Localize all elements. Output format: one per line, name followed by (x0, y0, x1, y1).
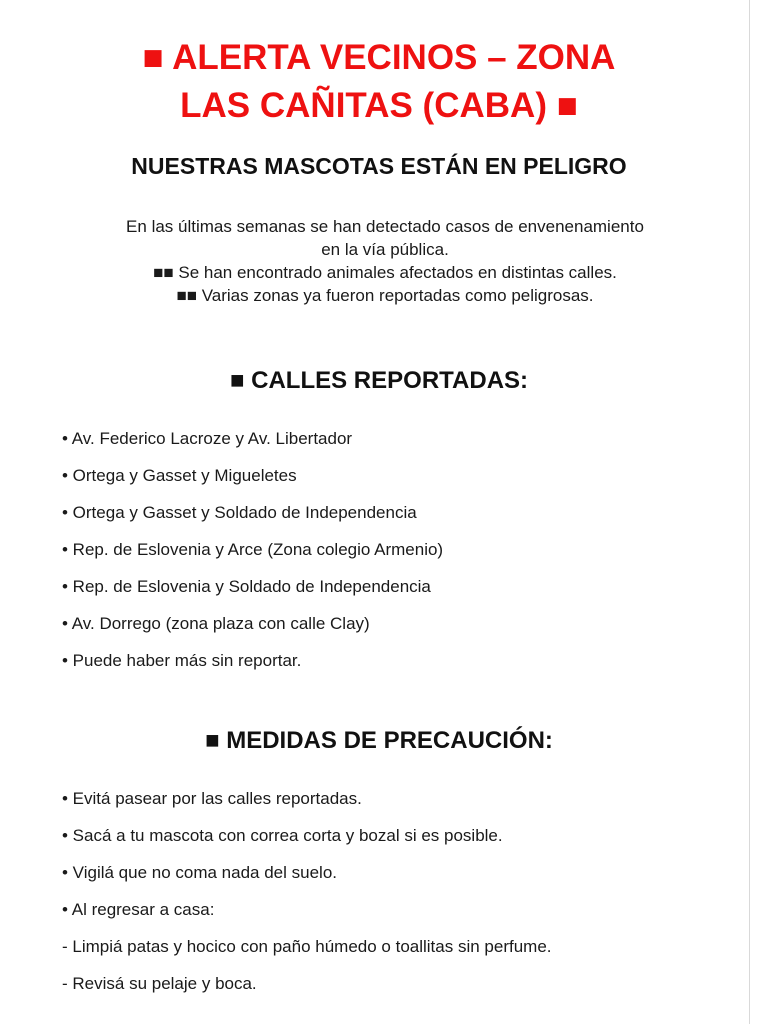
intro-paragraph (40, 215, 730, 307)
alert-title-line-2: LAS CAÑITAS (CABA) ■ (180, 86, 578, 125)
alert-title-line-1: ■ ALERTA VECINOS – ZONA (142, 38, 616, 77)
street-item: • Av. Federico Lacroze y Av. Libertador (62, 429, 353, 448)
street-item: • Ortega y Gasset y Soldado de Independencia (62, 503, 417, 522)
precaution-item: • Evitá pasear por las calles reportadas. (62, 789, 362, 808)
intro-line-2: en la vía pública. (321, 240, 449, 259)
street-item: • Ortega y Gasset y Migueletes (62, 466, 297, 485)
street-item: • Av. Dorrego (zona plaza con calle Clay) (62, 614, 370, 633)
intro-line-3: ■■ Se han encontrado animales afectados en distintas calles. (153, 263, 617, 282)
intro-line-1: En las últimas semanas se han detectado casos de envenenamiento (126, 217, 644, 236)
alert-title (0, 34, 758, 130)
precautions-heading: ■ MEDIDAS DE PRECAUCIÓN: (205, 727, 553, 754)
street-item: • Rep. de Eslovenia y Arce (Zona colegio Armenio) (62, 540, 444, 559)
precaution-item: - Revisá su pelaje y boca. (62, 974, 257, 993)
intro-line-4: ■■ Varias zonas ya fueron reportadas como peligrosas. (176, 286, 594, 305)
streets-list (62, 420, 443, 679)
precautions-list (62, 780, 552, 1002)
precaution-item: • Al regresar a casa: (62, 900, 215, 919)
street-item: • Rep. de Eslovenia y Soldado de Independencia (62, 577, 431, 596)
danger-subtitle: NUESTRAS MASCOTAS ESTÁN EN PELIGRO (131, 153, 627, 179)
street-item: • Puede haber más sin reportar. (62, 651, 302, 670)
precaution-item: • Sacá a tu mascota con correa corta y bozal si es posible. (62, 826, 503, 845)
precaution-item: - Limpiá patas y hocico con paño húmedo o toallitas sin perfume. (62, 937, 552, 956)
streets-heading: ■ CALLES REPORTADAS: (229, 367, 529, 394)
precaution-item: • Vigilá que no coma nada del suelo. (62, 863, 337, 882)
